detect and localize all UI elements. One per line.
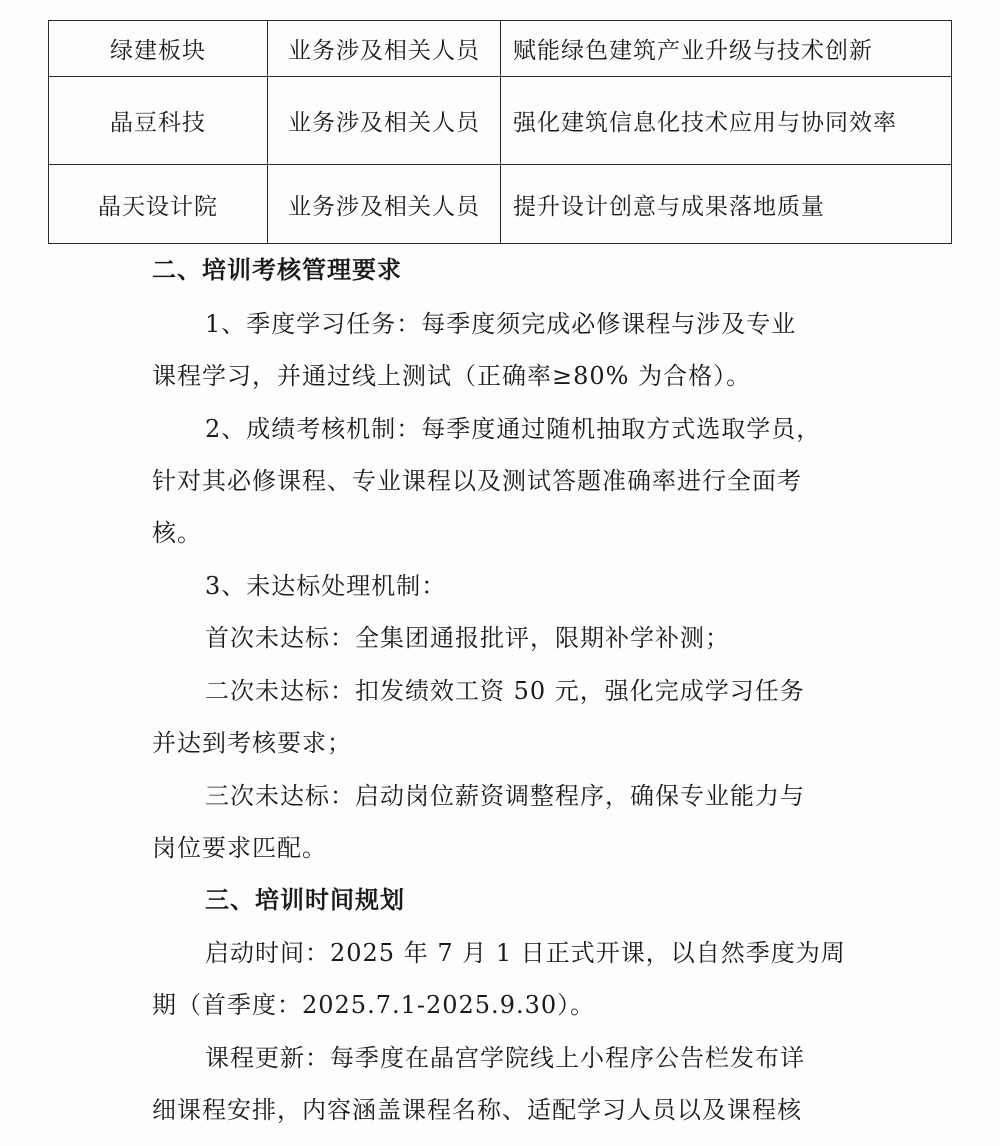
table-row: [49, 77, 952, 165]
goal-cell: 提升设计创意与成果落地质量: [501, 165, 952, 244]
third-fail-line2: 岗位要求匹配。: [152, 834, 327, 862]
section3-heading: 三、培训时间规划: [205, 885, 405, 914]
start-time-line1: 启动时间：2025 年 7 月 1 日正式开课，以自然季度为周: [205, 939, 846, 967]
unit-cell: 晶天设计院: [49, 165, 268, 244]
second-fail-line1: 二次未达标：扣发绩效工资 50 元，强化完成学习任务: [205, 677, 805, 705]
table-row: [49, 165, 952, 244]
item2-line2: 针对其必修课程、专业课程以及测试答题准确率进行全面考: [152, 467, 802, 495]
item1-line2: 课程学习，并通过线上测试（正确率≥80% 为合格）。: [152, 362, 752, 390]
scope-cell: 业务涉及相关人员: [268, 77, 501, 165]
item2-line3: 核。: [152, 519, 202, 547]
item1-line1: 1、季度学习任务：每季度须完成必修课程与涉及专业: [205, 310, 797, 338]
first-fail-line: 首次未达标：全集团通报批评，限期补学补测；: [205, 624, 730, 652]
unit-cell: 晶豆科技: [49, 77, 268, 165]
start-time-line2: 期（首季度：2025.7.1-2025.9.30）。: [152, 991, 596, 1019]
scope-cell: 业务涉及相关人员: [268, 21, 501, 77]
training-scope-table: [48, 20, 952, 244]
goal-cell: 强化建筑信息化技术应用与协同效率: [501, 77, 952, 165]
course-update-line2: 细课程安排，内容涵盖课程名称、适配学习人员以及课程核: [152, 1096, 802, 1124]
second-fail-line2: 并达到考核要求；: [152, 729, 352, 757]
item3-line1: 3、未达标处理机制：: [205, 572, 447, 600]
scope-cell: 业务涉及相关人员: [268, 165, 501, 244]
goal-cell: 赋能绿色建筑产业升级与技术创新: [501, 21, 952, 77]
section2-heading: 二、培训考核管理要求: [152, 255, 402, 284]
item2-line1: 2、成绩考核机制：每季度通过随机抽取方式选取学员，: [205, 415, 822, 443]
course-update-line1: 课程更新：每季度在晶宫学院线上小程序公告栏发布详: [205, 1044, 805, 1072]
table-row: [49, 21, 952, 77]
unit-cell: 绿建板块: [49, 21, 268, 77]
third-fail-line1: 三次未达标：启动岗位薪资调整程序，确保专业能力与: [205, 782, 805, 810]
